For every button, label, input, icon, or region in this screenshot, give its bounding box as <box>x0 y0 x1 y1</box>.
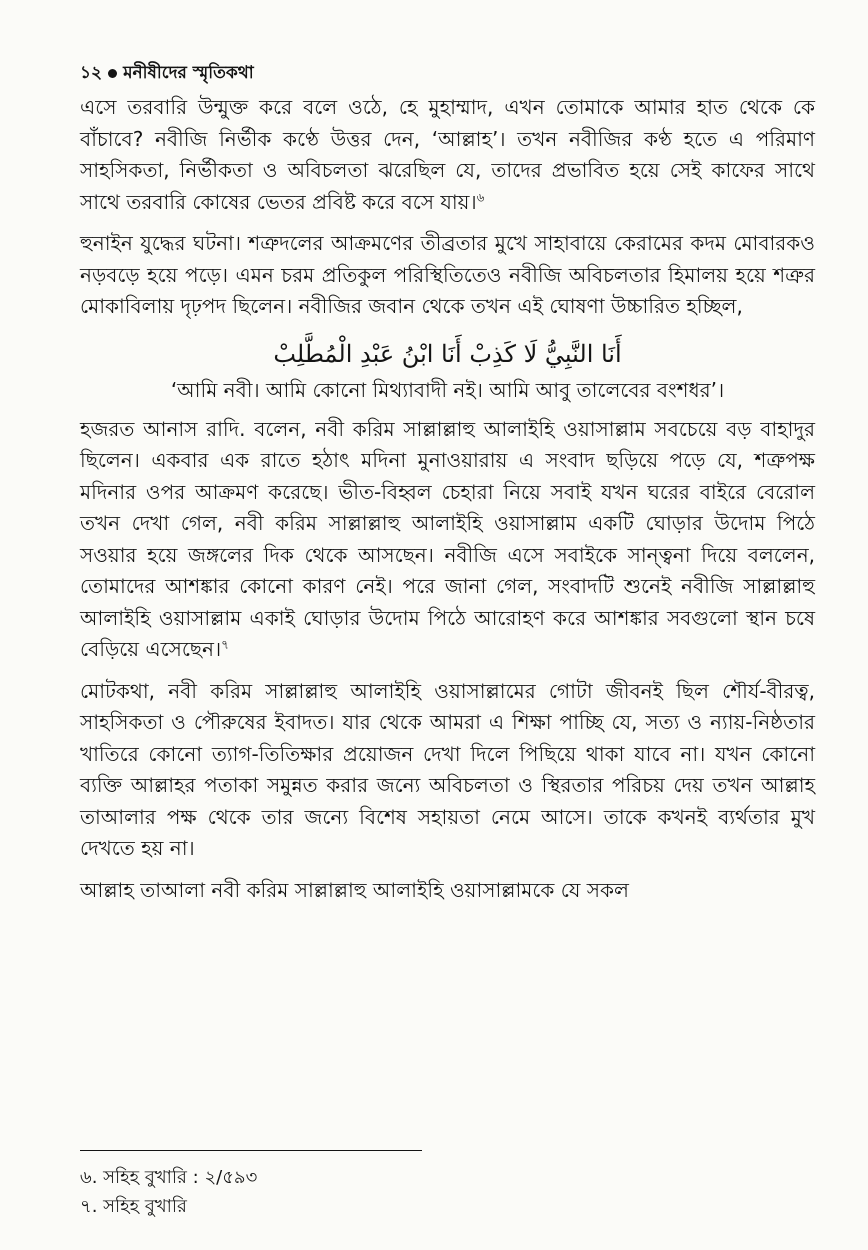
paragraph-1 <box>80 92 815 218</box>
footnote-6: ৬. সহিহ বুখারি : ২/৫৯৩ <box>80 1167 258 1188</box>
page-number: ১২ <box>80 63 103 83</box>
footnotes <box>80 1163 815 1221</box>
footnote-ref-6: ৬ <box>476 189 485 204</box>
paragraph-text: এসে তরবারি উন্মুক্ত করে বলে ওঠে, হে মুহাম্মাদ, এখন তোমাকে আমার হাত থেকে কে বাঁচাবে? নবীজি নির্ভীক কণ্ঠে উত্তর দেন, ‘আল্লাহ’। তখন নবীজির কণ্ঠ হতে এ পরিমাণ সাহসিকতা, নির্ভীকতা ও অবিচলতা ঝরেছিল যে, তাদের প্রভাবিত হয়ে সেই কাফের সাথে সাথে তরবারি কোষের ভেতর প্রবিষ্ট করে বসে যায়। <box>80 95 815 214</box>
paragraph-text: মোটকথা, নবী করিম সাল্লাল্লাহু আলাইহি ওয়াসাল্লামের গোটা জীবনই ছিল শৌর্য-বীরত্ব, সাহসিকতা ও পৌরুষের ইবাদত। যার থেকে আমরা এ শিক্ষা পাচ্ছি যে, সত্য ও ন্যায়-নিষ্ঠতার খাতিরে কোনো ত্যাগ-তিতিক্ষার প্রয়োজন দেখা দিলে পিছিয়ে থাকা যাবে না। যখন কোনো ব্যক্তি আল্লাহর পতাকা সমুন্নত করার জন্যে অবিচলতা ও স্থিরতার পরিচয় দেয় তখন আল্লাহ তাআলার পক্ষ থেকে তার জন্যে বিশেষ সহায়তা নেমে আসে। তাকে কখনই ব্যর্থতার মুখ দেখতে হয় না। <box>80 678 815 860</box>
arabic-verse: أَنَا النَّبِيُّ لَا كَذِبْ أَنَا ابْنُ عَبْدِ الْمُطَّلِبْ <box>273 339 622 368</box>
footnote-divider <box>80 1150 422 1151</box>
paragraph-3 <box>80 414 815 666</box>
footnote-7: ৭. সহিহ বুখারি <box>80 1196 187 1217</box>
footnote-ref-7: ৭ <box>221 637 229 652</box>
bullet-dot-icon <box>108 69 117 78</box>
paragraph-text: আল্লাহ তাআলা নবী করিম সাল্লাল্লাহু আলাইহি ওয়াসাল্লামকে যে সকল <box>80 877 629 902</box>
paragraph-text: হুনাইন যুদ্ধের ঘটনা। শত্রুদলের আক্রমণের তীব্রতার মুখে সাহাবায়ে কেরামের কদম মোবারকও নড়বড়ে হয়ে পড়ে। এমন চরম প্রতিকুল পরিস্থিতিতেও নবীজি অবিচলতার হিমালয় হয়ে শত্রুর মোকাবিলায় দৃঢ়পদ ছিলেন। নবীজির জবান থেকে তখন এই ঘোষণা উচ্চারিত হচ্ছিল, <box>80 231 815 318</box>
paragraph-5 <box>80 875 815 907</box>
running-header <box>80 60 815 86</box>
paragraph-text: হজরত আনাস রাদি. বলেন, নবী করিম সাল্লাল্লাহু আলাইহি ওয়াসাল্লাম সবচেয়ে বড় বাহাদুর ছিলেন। একবার এক রাতে হঠাৎ মদিনা মুনাওয়ারায় এ সংবাদ ছড়িয়ে পড়ে যে, শত্রুপক্ষ মদিনার ওপর আক্রমণ করেছে। ভীত-বিহ্বল চেহারা নিয়ে সবাই যখন ঘরের বাইরে বেরোল তখন দেখা গেল, নবী করিম সাল্লাল্লাহু আলাইহি ওয়াসাল্লাম একটি ঘোড়ার উদোম পিঠে সওয়ার হয়ে জঙ্গলের দিক থেকে আসছেন। নবীজি এসে সবাইকে সান্ত্বনা দিয়ে বললেন, তোমাদের আশঙ্কার কোনো কারণ নেই। পরে জানা গেল, সংবাদটি শুনেই নবীজি সাল্লাল্লাহু আলাইহি ওয়াসাল্লাম একাই ঘোড়ার উদোম পিঠে আরোহণ করে আশঙ্কার সবগুলো স্থান চষে বেড়িয়ে এসেছেন। <box>80 416 815 661</box>
verse-translation: ‘আমি নবী। আমি কোনো মিথ্যাবাদী নই। আমি আবু তালেবের বংশধর’। <box>170 377 725 402</box>
book-title: মনীষীদের স্মৃতিকথা <box>123 63 254 83</box>
page-body <box>80 60 815 916</box>
paragraph-4 <box>80 676 815 865</box>
paragraph-2 <box>80 228 815 323</box>
